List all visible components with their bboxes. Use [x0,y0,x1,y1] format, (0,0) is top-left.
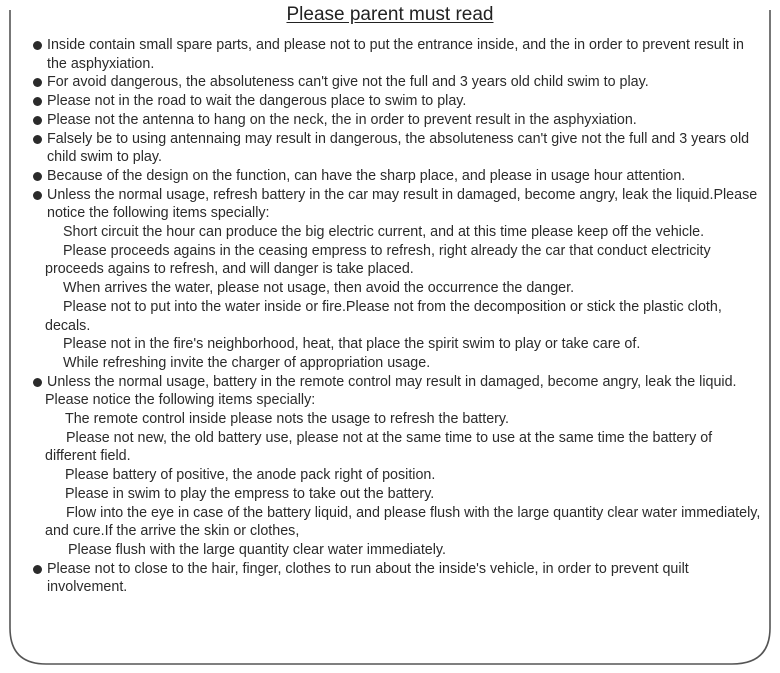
item-text: Please not in the road to wait the dangerous place to swim to play. [47,93,467,110]
remote-note: Flow into the eye in case of the battery liquid, and please flush with the large quantity clear water immediately, and cure.If the arrive the skin or clothes, [45,504,761,540]
bullet-icon [33,78,42,87]
list-item [33,373,763,392]
car-battery-note: Please not to put into the water inside or fire.Please not from the decomposition or stick the plastic cloth, decals. [45,298,722,334]
remote-note: Please flush with the large quantity clear water immediately. [68,541,446,558]
bullet-icon [33,172,42,181]
bullet-icon [33,191,42,200]
car-battery-note: Please not in the fire's neighborhood, heat, that place the spirit swim to play or take care of. [63,336,641,353]
item-text: Falsely be to using antennaing may result in dangerous, the absoluteness can't give not the full and 3 years old child swim to play. [47,130,750,166]
list-item [33,111,763,130]
list-item [33,560,763,597]
remote-note: Please not new, the old battery use, please not at the same time to use at the same time the battery of different field. [45,429,713,465]
item-text: Please not the antenna to hang on the neck, the in order to prevent result in the asphyxiation. [47,111,637,128]
bullet-icon [33,116,42,125]
car-battery-note: Short circuit the hour can produce the big electric current, and at this time please keep off the vehicle. [63,224,705,241]
list-item [33,73,763,92]
page-title: Please parent must read [286,4,494,25]
item-text: For avoid dangerous, the absoluteness can't give not the full and 3 years old child swim to play. [47,74,649,91]
item-text: Unless the normal usage, battery in the remote control may result in damaged, become angry, leak the liquid. [47,373,737,390]
list-item [33,130,763,167]
car-battery-note: When arrives the water, please not usage, then avoid the occurrence the danger. [63,280,575,297]
bullet-icon [33,97,42,106]
car-battery-note: Please proceeds agains in the ceasing empress to refresh, right already the car that conduct electricity proceeds agains to refresh, and will danger is take placed. [45,242,711,278]
list-item [33,92,763,111]
remote-notice: Please notice the following items specially: [45,392,316,409]
item-text: Because of the design on the function, can have the sharp place, and please in usage hour attention. [47,167,686,184]
bullet-icon [33,41,42,50]
item-text: Please not to close to the hair, finger, clothes to run about the inside's vehicle, in order to prevent quilt involvement. [47,560,689,596]
remote-note: Please in swim to play the empress to take out the battery. [65,485,435,502]
bullet-icon [33,378,42,387]
remote-note: The remote control inside please nots the usage to refresh the battery. [65,411,509,428]
warning-list [33,36,763,597]
bullet-icon [33,135,42,144]
bullet-icon [33,565,42,574]
list-item [33,167,763,186]
list-item [33,186,763,223]
car-battery-note: While refreshing invite the charger of appropriation usage. [63,354,431,371]
item-text: Inside contain small spare parts, and please not to put the entrance inside, and the in order to prevent result in the asphyxiation. [47,37,745,72]
item-text: Unless the normal usage, refresh battery in the car may result in damaged, become angry, leak the liquid.Please notice the following items specially: [47,186,758,222]
remote-note: Please battery of positive, the anode pack right of position. [65,467,436,484]
list-item [33,36,763,73]
